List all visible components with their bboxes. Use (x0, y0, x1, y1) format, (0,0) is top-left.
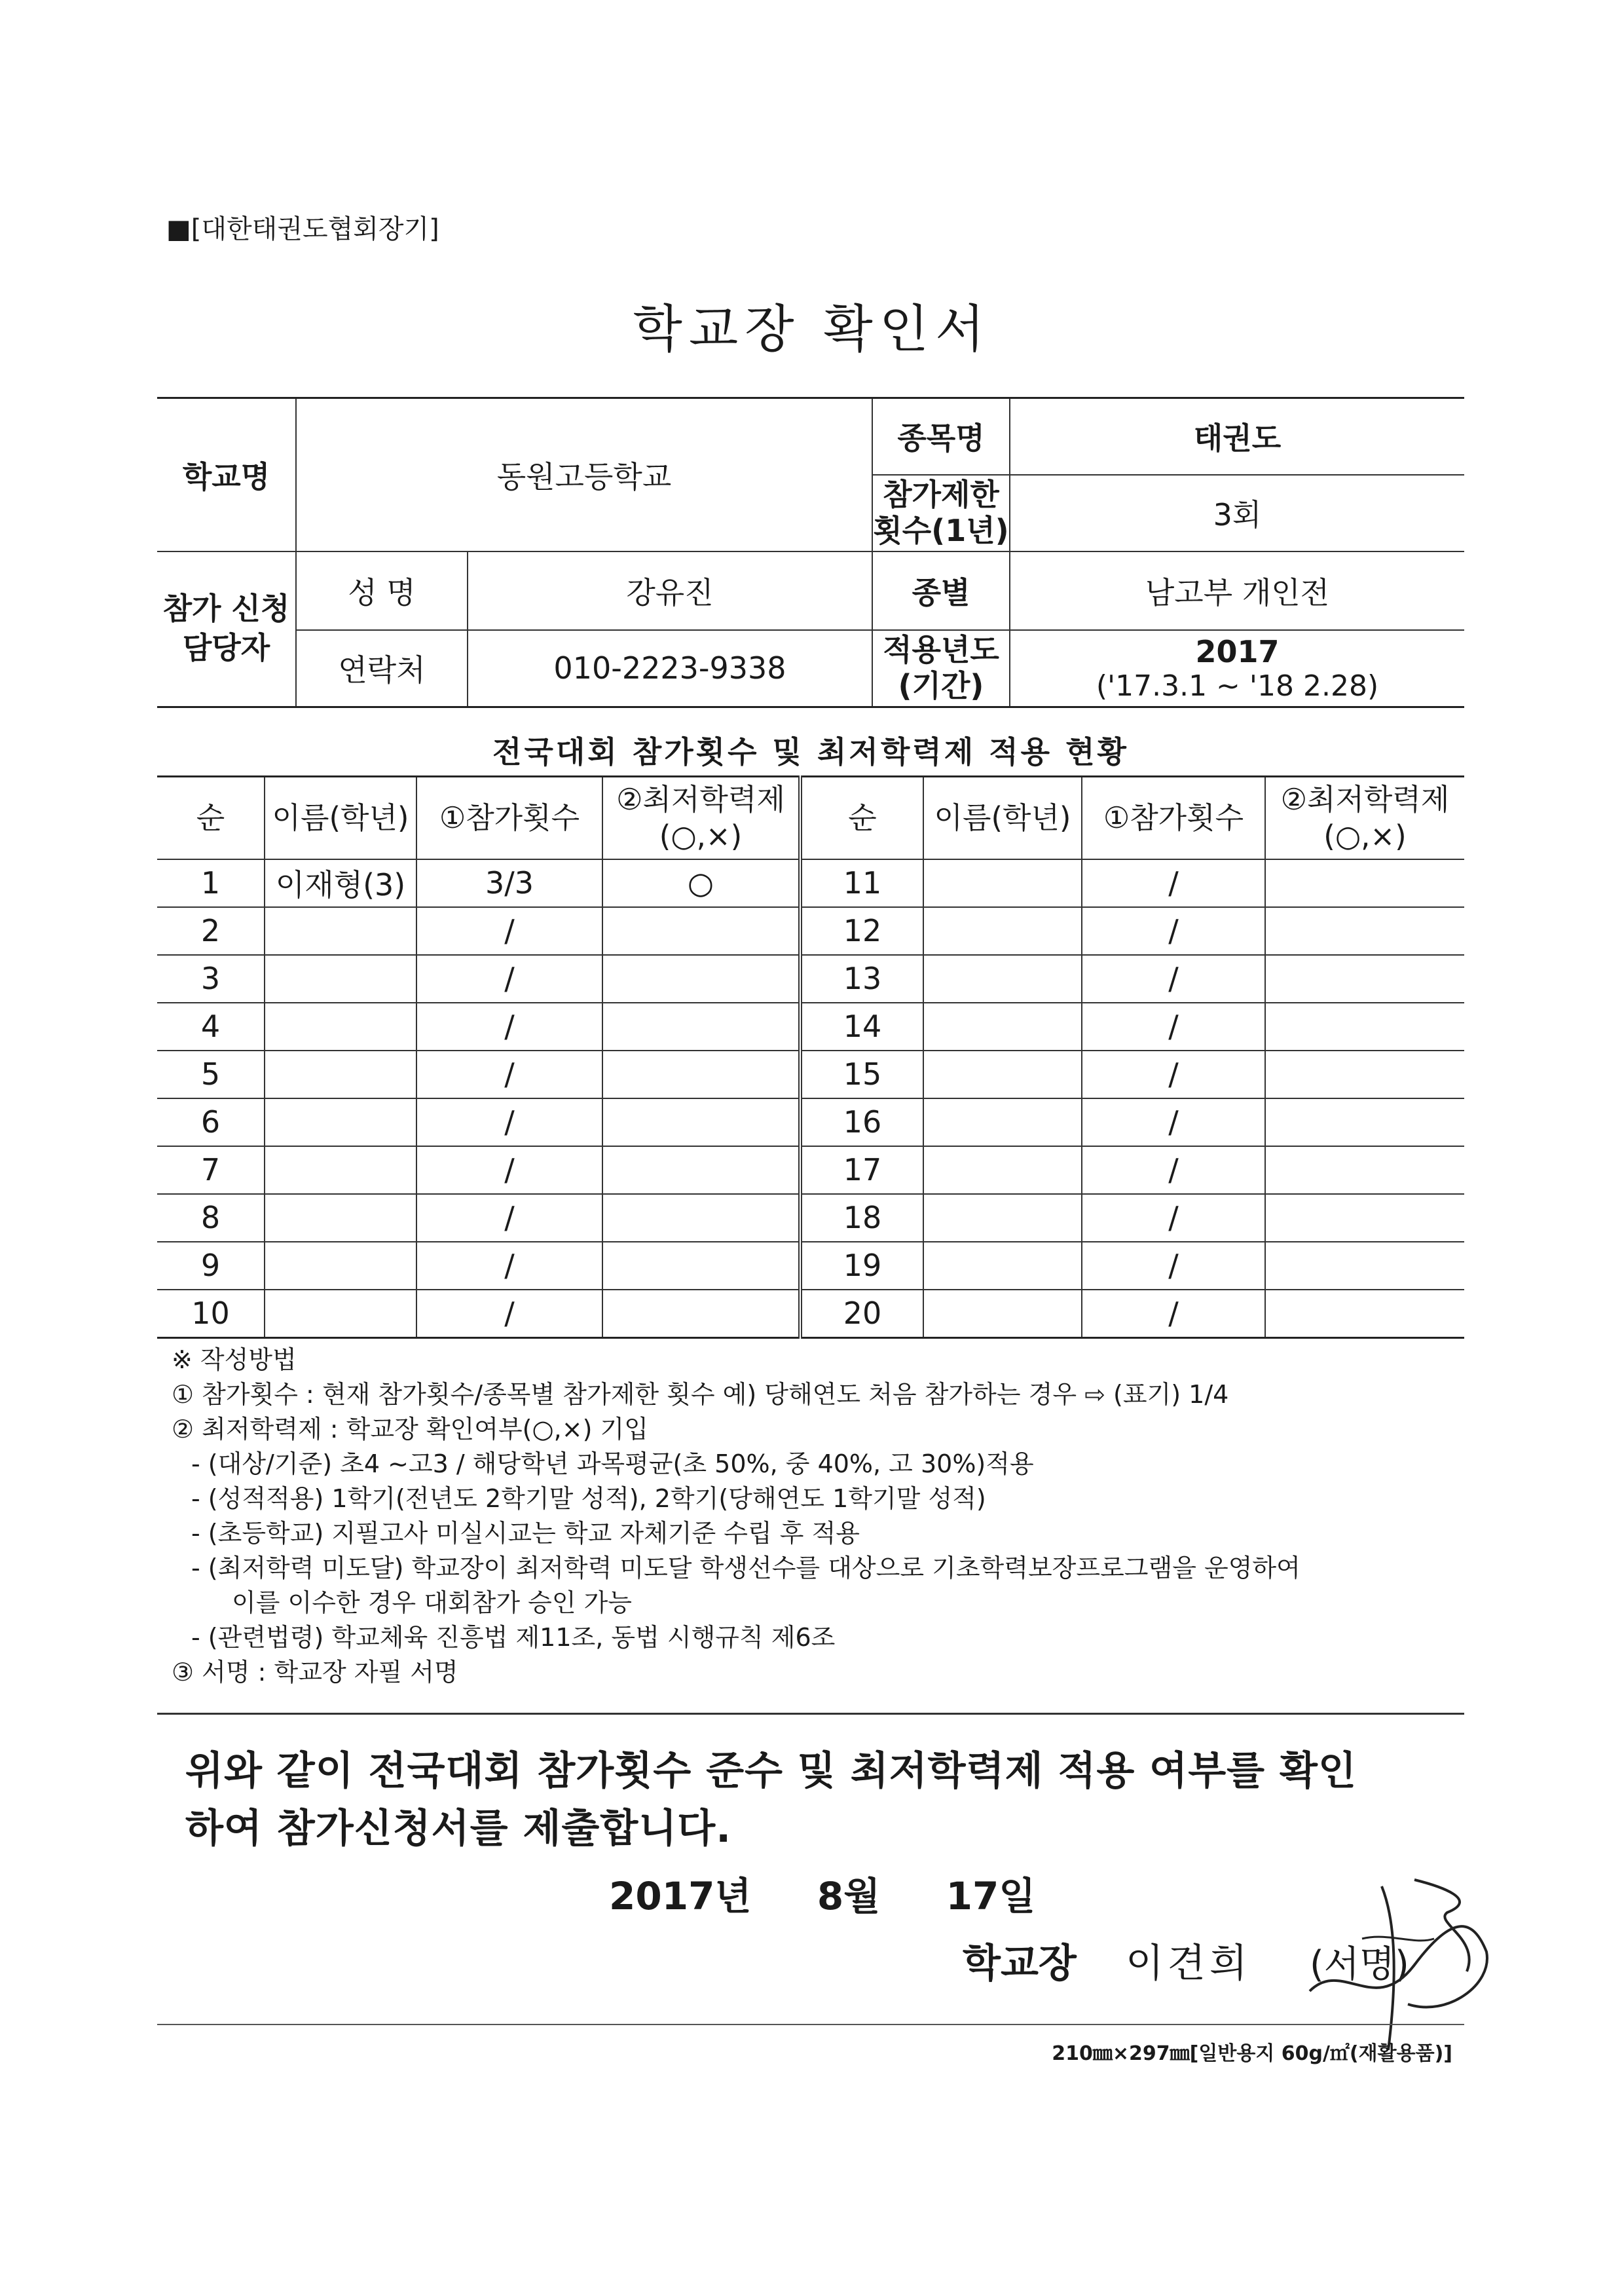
table-row (157, 1290, 1464, 1338)
participation-count: / (1082, 1146, 1265, 1194)
note-item: ③ 서명 : 학교장 자필 서명 (172, 1658, 458, 1687)
min-academic-check (602, 1194, 800, 1242)
min-academic-check (1265, 1146, 1464, 1194)
student-name (265, 907, 416, 955)
student-name: 이재형(3) (265, 859, 416, 907)
contact-value: 010-2223-9338 (468, 630, 872, 707)
declaration-line: 하여 참가신청서를 제출합니다. (185, 1806, 732, 1852)
participation-count: / (416, 1003, 602, 1051)
form-header-tag: ■[대한태권도협회장기] (166, 214, 439, 244)
student-name (923, 1242, 1082, 1290)
date-year: 2017년 (609, 1874, 752, 1918)
student-name (265, 1194, 416, 1242)
col-name: 이름(학년) (923, 777, 1082, 859)
min-academic-check (1265, 1290, 1464, 1338)
manager-name-label: 성 명 (296, 551, 468, 630)
table-row (157, 1146, 1464, 1194)
paper-spec-footer: 210㎜×297㎜[일반용지 60g/㎡(재활용품)] (1052, 2042, 1452, 2065)
participation-count: / (416, 1242, 602, 1290)
student-name (923, 1146, 1082, 1194)
min-academic-check (602, 1051, 800, 1098)
min-academic-check (602, 955, 800, 1003)
student-name (265, 1003, 416, 1051)
table-row (157, 1003, 1464, 1051)
signer-name: 이견희 (1125, 1941, 1251, 1987)
min-academic-check (602, 907, 800, 955)
min-academic-check (1265, 955, 1464, 1003)
participation-count: / (416, 955, 602, 1003)
student-name (923, 1098, 1082, 1146)
table-header-row (157, 777, 1464, 859)
declaration-line: 위와 같이 전국대회 참가횟수 준수 및 최저학력제 적용 여부를 확인 (185, 1748, 1357, 1794)
student-name (265, 1242, 416, 1290)
participation-count: / (416, 1051, 602, 1098)
note-subitem: - (최저학력 미도달) 학교장이 최저학력 미도달 학생선수를 대상으로 기초학력보장프로그램을 운영하여 (191, 1554, 1301, 1582)
min-academic-check (602, 1098, 800, 1146)
applicant-info-table (157, 397, 1464, 708)
row-number: 4 (157, 1003, 265, 1051)
participation-limit-value: 3회 (1010, 475, 1464, 551)
category-label: 종별 (872, 551, 1010, 630)
application-year-cell (1010, 630, 1464, 707)
application-year-label: 적용년도 (기간) (872, 630, 1010, 707)
application-period-value: ('17.3.1 ~ '18 2.28) (1096, 669, 1379, 703)
document-title: 학교장 확인서 (633, 300, 991, 359)
student-name (923, 859, 1082, 907)
date-day: 17일 (946, 1874, 1036, 1918)
student-name (923, 955, 1082, 1003)
note-subitem: - (초등학교) 지필고사 미실시교는 학교 자체기준 수립 후 적용 (191, 1519, 860, 1548)
min-academic-check (1265, 1194, 1464, 1242)
col-count: ①참가횟수 (1082, 777, 1265, 859)
manager-name-value: 강유진 (468, 551, 872, 630)
note-subitem: - (대상/기준) 초4 ~고3 / 해당학년 과목평균(초 50%, 중 40%, 고 30%)적용 (191, 1449, 1034, 1478)
min-academic-check: ○ (602, 859, 800, 907)
min-academic-check (1265, 1242, 1464, 1290)
participation-count: 3/3 (416, 859, 602, 907)
participation-count: / (1082, 907, 1265, 955)
table-row (157, 1194, 1464, 1242)
date-month: 8월 (817, 1874, 881, 1918)
min-academic-check (602, 1290, 800, 1338)
row-number: 7 (157, 1146, 265, 1194)
row-number: 16 (800, 1098, 923, 1146)
table-row (157, 955, 1464, 1003)
student-name (265, 1051, 416, 1098)
row-number: 10 (157, 1290, 265, 1338)
min-academic-check (1265, 1051, 1464, 1098)
event-name-label: 종목명 (872, 398, 1010, 475)
row-number: 1 (157, 859, 265, 907)
school-name-value: 동원고등학교 (296, 398, 872, 551)
note-subitem: - (성적적용) 1학기(전년도 2학기말 성적), 2학기(당해연도 1학기말 성적) (191, 1484, 986, 1513)
row-number: 13 (800, 955, 923, 1003)
row-number: 18 (800, 1194, 923, 1242)
table-row (157, 1242, 1464, 1290)
student-name (923, 1003, 1082, 1051)
student-name (265, 1098, 416, 1146)
min-academic-check (1265, 907, 1464, 955)
school-name-label: 학교명 (157, 398, 296, 551)
row-number: 8 (157, 1194, 265, 1242)
handwritten-signature (1283, 1860, 1506, 2057)
participation-count: / (1082, 859, 1265, 907)
participation-count: / (416, 1290, 602, 1338)
note-item: ② 최저학력제 : 학교장 확인여부(○,×) 기입 (172, 1415, 648, 1444)
application-manager-label: 참가 신청 담당자 (157, 551, 296, 707)
participation-count: / (1082, 1242, 1265, 1290)
participation-count: / (1082, 1003, 1265, 1051)
submission-date (609, 1865, 1035, 1920)
row-number: 2 (157, 907, 265, 955)
min-academic-check (1265, 859, 1464, 907)
min-academic-check (1265, 1003, 1464, 1051)
student-name (923, 1051, 1082, 1098)
student-name (265, 1290, 416, 1338)
note-subitem: - (관련법령) 학교체육 진흥법 제11조, 동법 시행규칙 제6조 (191, 1623, 836, 1652)
participation-count: / (1082, 955, 1265, 1003)
note-subitem: 이를 이수한 경우 대회참가 승인 가능 (232, 1588, 633, 1617)
col-name: 이름(학년) (265, 777, 416, 859)
col-min-academic: ②최저학력제 (○,×) (1265, 777, 1464, 859)
participation-count: / (1082, 1194, 1265, 1242)
min-academic-check (602, 1003, 800, 1051)
section-title: 전국대회 참가횟수 및 최저학력제 적용 현황 (492, 734, 1129, 770)
row-number: 3 (157, 955, 265, 1003)
participation-limit-label: 참가제한 횟수(1년) (872, 475, 1010, 551)
row-number: 12 (800, 907, 923, 955)
student-name (923, 1290, 1082, 1338)
notes-heading: ※ 작성방법 (172, 1345, 297, 1374)
participation-count: / (1082, 1290, 1265, 1338)
application-year-value: 2017 (1195, 633, 1280, 669)
participation-status-table (157, 775, 1464, 1339)
contact-label: 연락처 (296, 630, 468, 707)
divider (157, 2024, 1464, 2025)
student-name (265, 1146, 416, 1194)
note-item: ① 참가횟수 : 현재 참가횟수/종목별 참가제한 횟수 예) 당해연도 처음 참가하는 경우 ⇨ (표기) 1/4 (172, 1380, 1229, 1409)
participation-count: / (1082, 1098, 1265, 1146)
writing-instructions (172, 1343, 1468, 1690)
col-no: 순 (157, 777, 265, 859)
table-row (157, 1051, 1464, 1098)
col-min-academic: ②최저학력제 (○,×) (602, 777, 800, 859)
row-number: 19 (800, 1242, 923, 1290)
row-number: 14 (800, 1003, 923, 1051)
row-number: 6 (157, 1098, 265, 1146)
signer-role: 학교장 (963, 1941, 1077, 1987)
participation-count: / (416, 907, 602, 955)
table-row (157, 859, 1464, 907)
row-number: 5 (157, 1051, 265, 1098)
participation-count: / (1082, 1051, 1265, 1098)
col-count: ①참가횟수 (416, 777, 602, 859)
row-number: 17 (800, 1146, 923, 1194)
student-name (265, 955, 416, 1003)
row-number: 9 (157, 1242, 265, 1290)
participation-count: / (416, 1146, 602, 1194)
col-no: 순 (800, 777, 923, 859)
category-value: 남고부 개인전 (1010, 551, 1464, 630)
declaration-text (185, 1742, 1469, 1857)
min-academic-check (1265, 1098, 1464, 1146)
min-academic-check (602, 1146, 800, 1194)
row-number: 15 (800, 1051, 923, 1098)
participation-count: / (416, 1098, 602, 1146)
min-academic-check (602, 1242, 800, 1290)
event-name-value: 태권도 (1010, 398, 1464, 475)
student-name (923, 907, 1082, 955)
student-name (923, 1194, 1082, 1242)
table-row (157, 907, 1464, 955)
row-number: 20 (800, 1290, 923, 1338)
signature-mark-label: (서명) (1309, 1943, 1409, 1986)
participation-count: / (416, 1194, 602, 1242)
divider (157, 1713, 1464, 1715)
table-row (157, 1098, 1464, 1146)
row-number: 11 (800, 859, 923, 907)
